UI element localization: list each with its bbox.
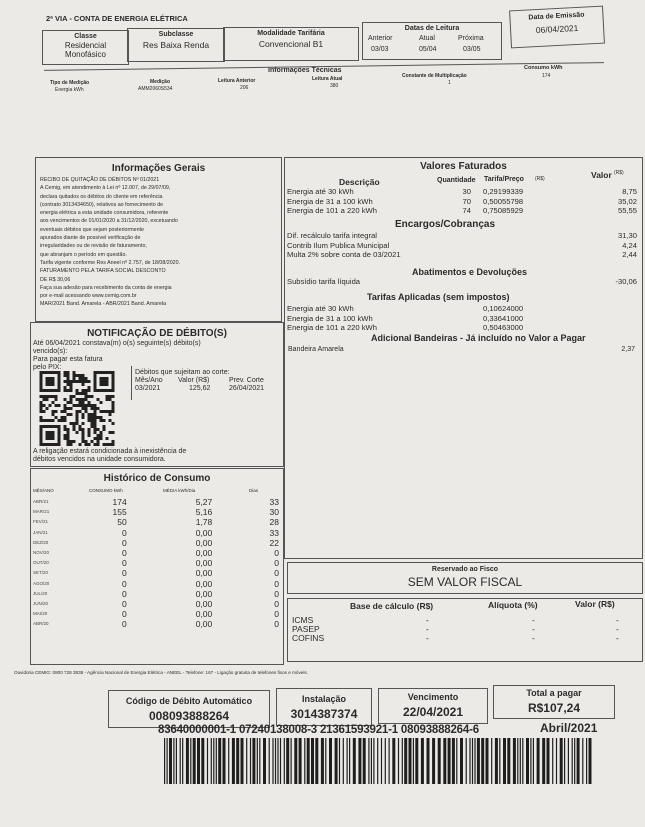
valores-col-qtd: Quantidade <box>437 177 476 184</box>
emissao-label: Data de Emissão <box>528 11 585 22</box>
hist-dias: 0 <box>274 558 279 569</box>
imposto-base: - <box>426 633 429 643</box>
encargos-items <box>287 231 639 260</box>
row-desc: Energia até 30 kWh <box>287 187 354 196</box>
info-gerais-title: Informações Gerais <box>111 163 206 174</box>
hist-media: 0,00 <box>195 578 213 589</box>
hist-media: 0,00 <box>195 527 213 538</box>
instalacao-label: Instalação <box>301 694 347 704</box>
row-tarifa: 0,75085929 <box>483 206 524 215</box>
hist-mes: ABR/21 <box>33 499 49 504</box>
pix-line2: pelo PIX: <box>33 364 62 371</box>
vencimento-label: Vencimento <box>407 692 459 702</box>
vencimento-box <box>378 688 488 724</box>
hist-dias: 30 <box>269 507 279 518</box>
hist-mes: MAI/20 <box>33 611 48 617</box>
historico-row <box>33 517 283 527</box>
hist-mes: FEV/21 <box>33 519 49 525</box>
atual-value: 05/04 <box>419 46 437 53</box>
emissao-box <box>509 6 605 49</box>
hist-kwh: 0 <box>121 548 127 559</box>
hist-media: 0,00 <box>195 619 213 630</box>
hist-kwh: 0 <box>121 568 127 579</box>
valores-row <box>287 197 639 207</box>
notificacao-box <box>30 322 284 467</box>
info-gerais-line: declara quitados os débitos do cliente em referência <box>40 193 163 200</box>
info-gerais-line: RECIBO DE QUITAÇÃO DE DÉBITOS Nº 01/2021 <box>40 177 160 183</box>
historico-row <box>33 579 283 589</box>
historico-row <box>33 619 283 629</box>
atual-label: Atual <box>419 35 435 42</box>
modalidade-value: Convencional B1 <box>258 39 324 49</box>
valores-title: Valores Faturados <box>420 161 507 172</box>
hist-kwh: 174 <box>112 497 127 507</box>
hist-mes: JUL/20 <box>33 590 48 596</box>
debito-automatico-label: Código de Débito Automático <box>125 696 253 706</box>
hist-media: 5,27 <box>195 497 213 507</box>
row-desc: Subsídio tarifa líquida <box>287 277 361 286</box>
historico-row <box>33 558 283 568</box>
row-valor: 55,55 <box>617 206 637 215</box>
info-gerais-line: (contrato 3013434650), relativos ao fornecimento de <box>40 201 164 208</box>
hist-media: 0,00 <box>195 609 213 620</box>
hist-mes: NOV/20 <box>33 550 50 556</box>
hist-dias: 33 <box>269 497 279 507</box>
info-gerais-line: por e-mail acessando www.cemig.com.br <box>40 293 137 300</box>
historico-row <box>33 497 283 507</box>
imposto-valor: - <box>616 624 619 634</box>
impostos-col-valor: Valor (R$) <box>575 599 615 609</box>
consumo-label: Consumo kWh <box>524 65 563 71</box>
info-gerais-line: Faça sua adesão para recebimento da conta de energia <box>40 284 172 291</box>
tipo-medicao-value: Energia kWh <box>55 87 84 93</box>
valores-col-valor: Valor <box>591 170 612 180</box>
emissao-value: 06/04/2021 <box>535 22 579 36</box>
hist-kwh: 0 <box>121 578 127 589</box>
row-desc: Energia de 101 a 220 kWh <box>287 323 377 332</box>
hist-col-dias: Dias <box>249 488 259 493</box>
info-gerais-line: aos vencimentos de 01/01/2020 a 31/12/2020, excetuando <box>40 218 178 225</box>
anterior-label: Anterior <box>368 35 393 42</box>
hist-kwh: 0 <box>121 537 127 548</box>
modalidade-box <box>223 27 359 61</box>
hist-media: 5,16 <box>195 507 213 518</box>
historico-box <box>30 468 284 665</box>
imposto-row <box>292 633 638 642</box>
hist-kwh: 0 <box>121 527 127 538</box>
leitura-atual-value: 380 <box>330 83 339 89</box>
proxima-label: Próxima <box>458 35 484 42</box>
leitura-anterior-label: Leitura Anterior <box>218 78 256 84</box>
debitos-row-mes: 03/2021 <box>135 385 161 392</box>
impostos-col-aliquota: Alíquota (%) <box>488 600 538 610</box>
imposto-base: - <box>426 624 429 634</box>
aplicadas-title: Tarifas Aplicadas (sem impostos) <box>367 292 510 302</box>
historico-row <box>33 609 283 619</box>
bill-title: 2ª VIA - CONTA DE ENERGIA ELÉTRICA <box>46 14 188 23</box>
modalidade-label: Modalidade Tarifária <box>257 30 325 37</box>
aplicadas-items <box>287 304 639 333</box>
notificacao-line1: Até 06/04/2021 constava(m) o(s) seguinte(s) débito(s) <box>33 340 201 347</box>
info-gerais-line: eventuais débitos que sejam posteriormente <box>40 226 144 233</box>
linha-digitavel[interactable]: 83640000001-1 07240138008-3 21361593921-1 08093888264-6 <box>158 724 479 736</box>
total-value: R$107,24 <box>527 701 581 715</box>
valores-box <box>284 157 643 559</box>
hist-dias: 33 <box>269 527 279 538</box>
hist-kwh: 155 <box>112 507 127 518</box>
debito-automatico-value: 008093888264 <box>148 709 230 723</box>
info-gerais-line: MAR/2021 Band. Amarela - ABR/2021 Band. Amarela <box>40 301 167 308</box>
imposto-row <box>292 615 638 624</box>
row-tarifa: 0,29199339 <box>483 187 524 196</box>
hist-media: 0,00 <box>195 588 213 599</box>
imposto-valor: - <box>616 633 619 643</box>
encargos-title: Encargos/Cobranças <box>395 219 496 230</box>
row-tarifa: 0,50463000 <box>483 323 524 332</box>
hist-mes: SET/20 <box>33 570 49 576</box>
valores-row <box>287 323 639 333</box>
debitos-divider <box>131 366 132 400</box>
vencimento-value: 22/04/2021 <box>402 705 464 719</box>
debito-automatico-box <box>108 690 270 728</box>
row-valor: 4,24 <box>622 240 637 250</box>
debitos-row-valor: 125,62 <box>189 385 211 392</box>
instalacao-box <box>276 688 372 726</box>
leitura-anterior-value: 206 <box>240 85 249 91</box>
valores-items <box>287 187 639 216</box>
historico-row <box>33 548 283 558</box>
row-valor: 35,02 <box>617 196 637 206</box>
tecnicas-title: Informações Técnicas <box>268 67 342 74</box>
valores-row <box>287 314 639 324</box>
imposto-nome: ICMS <box>292 615 314 625</box>
info-gerais-text <box>40 176 278 309</box>
historico-row <box>33 528 283 538</box>
hist-media: 0,00 <box>195 568 213 579</box>
total-label: Total a pagar <box>526 688 582 698</box>
imposto-aliquota: - <box>532 615 535 625</box>
fisco-value: SEM VALOR FISCAL <box>407 575 523 589</box>
hist-media: 0,00 <box>195 599 213 610</box>
valores-row <box>287 231 639 241</box>
religacao-line1: A religação estará condicionada à inexistência de <box>33 448 187 455</box>
info-gerais-line: FATURAMENTO PELA TARIFA SOCIAL DESCONTO <box>40 268 166 275</box>
medicao-value: AMM2060S534 <box>138 86 173 92</box>
abatimentos-items <box>287 277 639 287</box>
consumo-value: 174 <box>542 73 551 79</box>
debitos-title: Débitos que sujeitam ao corte: <box>135 369 230 376</box>
abatimentos-title: Abatimentos e Devoluções <box>412 267 528 277</box>
notificacao-title: NOTIFICAÇÃO DE DÉBITO(S) <box>87 328 227 339</box>
row-desc: Energia de 101 a 220 kWh <box>287 206 377 215</box>
medicao-label: Medição <box>150 79 171 85</box>
row-qtd: 30 <box>462 187 471 196</box>
valores-row <box>287 206 639 216</box>
valores-col-valor-unit: (R$) <box>614 170 624 176</box>
hist-dias: 22 <box>269 537 279 548</box>
hist-media: 0,00 <box>195 548 213 559</box>
imposto-base: - <box>426 615 429 625</box>
hist-mes: ABR/20 <box>33 621 49 627</box>
impostos-rows <box>292 615 638 642</box>
debitos-row-prev: 26/04/2021 <box>229 385 265 392</box>
row-valor: 8,75 <box>622 187 637 196</box>
row-qtd: 70 <box>462 196 471 206</box>
hist-dias: 0 <box>274 599 279 610</box>
pix-qr-code[interactable] <box>37 371 117 446</box>
hist-dias: 28 <box>269 517 279 528</box>
hist-col-mes: MÊS/ANO <box>33 488 54 493</box>
info-gerais-line: que abranjam o período em questão. <box>40 251 127 258</box>
hist-mes: AGO/20 <box>33 580 50 586</box>
subclasse-value: Res Baixa Renda <box>142 40 210 50</box>
historico-row <box>33 568 283 578</box>
imposto-row <box>292 624 638 633</box>
valores-col-tarifa-unit: (R$) <box>535 176 545 182</box>
subclasse-label: Subclasse <box>158 31 194 38</box>
hist-kwh: 50 <box>117 517 127 528</box>
tipo-medicao-label: Tipo de Medição <box>50 80 90 86</box>
row-desc: Energia de 31 a 100 kWh <box>287 313 373 323</box>
constante-value: 1 <box>448 80 451 86</box>
info-gerais-line: Tarifa vigente conforme Res Aneel nº 2.757, de 18/08/2020. <box>40 259 181 266</box>
valores-col-tarifa: Tarifa/Preço <box>484 176 524 183</box>
impostos-box <box>287 598 643 662</box>
hist-media: 1,78 <box>195 517 213 528</box>
fisco-box <box>287 562 643 594</box>
hist-col-kwh: CONSUMO kWh <box>89 488 123 493</box>
debitos-col-valor: Valor (R$) <box>178 377 210 384</box>
historico-row <box>33 599 283 609</box>
hist-mes: JUN/20 <box>33 601 49 607</box>
payment-barcode[interactable] <box>164 738 594 784</box>
imposto-aliquota: - <box>532 633 535 643</box>
historico-table <box>33 497 283 630</box>
row-tarifa: 0,10624000 <box>483 304 524 313</box>
historico-row <box>33 507 283 517</box>
leitura-atual-label: Leitura Atual <box>312 76 343 82</box>
info-gerais-line: A Cemig, em atendimento à Lei nº 12.007, de 29/07/09, <box>40 185 171 192</box>
bandeiras-title: Adicional Bandeiras - Já incluído no Valor a Pagar <box>371 333 586 343</box>
hist-mes: JAN/21 <box>33 529 48 535</box>
total-box <box>493 685 615 719</box>
valores-col-desc: Descrição <box>339 177 380 187</box>
row-desc: Dif. recálculo tarifa integral <box>287 231 377 240</box>
valores-row <box>287 241 639 251</box>
ouvidoria-text: Ouvidoria CEMIG: 0800 728 3838 - Agência Nacional de Energia Elétrica - ANEEL - Telefone: 167 - Ligação gratuita de telefones fixos e móveis. <box>14 670 308 675</box>
imposto-nome: PASEP <box>292 624 320 634</box>
row-valor: -30,06 <box>615 277 637 286</box>
valores-row <box>287 187 639 197</box>
row-desc: Energia de 31 a 100 kWh <box>287 196 373 206</box>
debitos-col-prev: Prev. Corte <box>229 377 264 384</box>
hist-kwh: 0 <box>121 599 127 610</box>
constante-label: Constante de Multiplicação <box>402 73 467 79</box>
hist-dias: 0 <box>274 588 279 599</box>
historico-row <box>33 538 283 548</box>
hist-col-media: MÉDIA kWh/Dia <box>163 488 196 493</box>
impostos-col-base: Base de cálculo (R$) <box>350 601 434 611</box>
hist-media: 0,00 <box>195 558 213 569</box>
row-desc: Energia até 30 kWh <box>287 304 354 313</box>
imposto-nome: COFINS <box>292 633 325 643</box>
proxima-value: 03/05 <box>463 46 481 53</box>
hist-dias: 0 <box>274 609 279 620</box>
row-valor: 2,44 <box>622 250 637 259</box>
hist-mes: DEZ/20 <box>33 539 49 545</box>
imposto-aliquota: - <box>532 624 535 634</box>
instalacao-value: 3014387374 <box>290 707 358 721</box>
info-gerais-line: irregularidades ou de revisão de faturamento, <box>40 243 147 250</box>
row-tarifa: 0,50055798 <box>483 196 524 206</box>
fisco-title: Reservado ao Fisco <box>431 566 499 573</box>
classe-box <box>42 30 129 65</box>
hist-media: 0,00 <box>195 537 213 548</box>
info-gerais-line: apurados diante de possível verificação de <box>40 235 141 242</box>
row-tarifa: 0,33641000 <box>483 313 524 323</box>
row-qtd: 74 <box>462 206 471 215</box>
hist-dias: 0 <box>274 548 279 559</box>
notificacao-line2: vencido(s): <box>33 348 68 355</box>
row-valor: 31,30 <box>617 231 637 240</box>
hist-dias: 0 <box>274 568 279 579</box>
bandeira-desc: Bandeira Amarela <box>288 346 344 353</box>
bandeira-valor: 2,37 <box>621 346 635 353</box>
historico-title: Histórico de Consumo <box>103 473 211 484</box>
info-gerais-line: DE R$ 30,06 <box>40 276 71 283</box>
row-desc: Multa 2% sobre conta de 03/2021 <box>287 250 401 259</box>
classe-label: Classe <box>74 33 97 40</box>
religacao-line2: débitos vencidos na unidade consumidora. <box>33 456 166 463</box>
hist-kwh: 0 <box>121 588 127 599</box>
datas-leitura-label: Datas de Leitura <box>404 25 460 32</box>
historico-row <box>33 589 283 599</box>
hist-dias: 0 <box>274 619 279 630</box>
info-gerais-line: energia elétrica a esta unidade consumidora, referente <box>40 210 169 217</box>
hist-mes: OUT/20 <box>33 560 49 566</box>
hist-kwh: 0 <box>121 558 127 569</box>
valores-row <box>287 304 639 314</box>
hist-kwh: 0 <box>121 609 127 620</box>
info-gerais-box <box>35 157 282 322</box>
imposto-valor: - <box>616 615 619 625</box>
valores-row <box>287 250 639 260</box>
debitos-col-mes: Mês/Ano <box>135 377 163 384</box>
row-desc: Contrib Ilum Publica Municipal <box>287 240 390 250</box>
hist-mes: MAR/21 <box>33 509 50 515</box>
pix-line1: Para pagar esta fatura <box>33 356 103 363</box>
datas-leitura-box <box>362 22 502 60</box>
subclasse-box <box>127 28 225 62</box>
hist-kwh: 0 <box>121 619 127 630</box>
valores-row <box>287 277 639 287</box>
hist-dias: 0 <box>274 578 279 589</box>
anterior-value: 03/03 <box>371 46 389 53</box>
referencia-value: Abril/2021 <box>540 721 598 735</box>
classe-value: Residencial Monofásico <box>64 41 107 59</box>
